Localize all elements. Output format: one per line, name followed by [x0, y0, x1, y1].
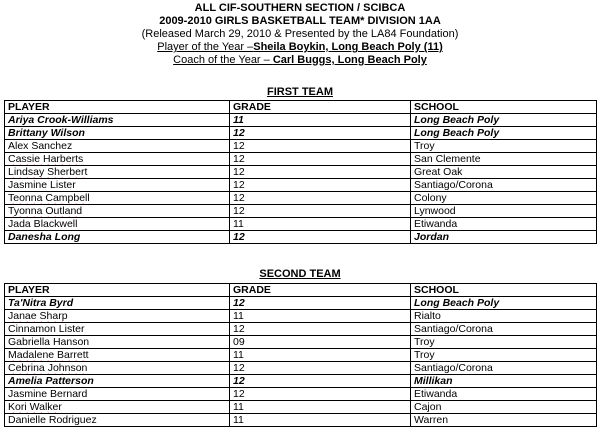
- player-name: Ariya Crook-Williams: [5, 114, 230, 127]
- player-name: Jasmine Lister: [5, 179, 230, 192]
- table-row: [5, 297, 597, 310]
- table-row: [5, 362, 597, 375]
- table-row: [5, 179, 597, 192]
- player-school: Millikan: [411, 375, 597, 388]
- second-team-title: SECOND TEAM: [259, 268, 341, 280]
- coy-prefix: Coach of the Year –: [173, 54, 273, 66]
- player-name: Danielle Rodriguez: [5, 414, 230, 427]
- player-school: Santiago/Corona: [411, 179, 597, 192]
- player-school: Colony: [411, 192, 597, 205]
- player-name: Lindsay Sherbert: [5, 166, 230, 179]
- col-player: PLAYER: [5, 284, 230, 297]
- table-row: [5, 375, 597, 388]
- player-grade: 12: [230, 192, 411, 205]
- poy-name: Sheila Boykin, Long Beach Poly (11): [253, 41, 443, 53]
- player-grade: 11: [230, 349, 411, 362]
- first-team-title: FIRST TEAM: [267, 86, 333, 98]
- player-school: Long Beach Poly: [411, 127, 597, 140]
- player-grade: 12: [230, 140, 411, 153]
- col-school: SCHOOL: [411, 101, 597, 114]
- player-school: Santiago/Corona: [411, 323, 597, 336]
- table-row: [5, 310, 597, 323]
- player-name: Gabriella Hanson: [5, 336, 230, 349]
- table-header-row: [5, 101, 597, 114]
- player-name: Madalene Barrett: [5, 349, 230, 362]
- player-name: Kori Walker: [5, 401, 230, 414]
- player-school: Troy: [411, 349, 597, 362]
- second-team-table: [4, 283, 597, 427]
- table-row: [5, 153, 597, 166]
- player-name: Jasmine Bernard: [5, 388, 230, 401]
- table-row: [5, 323, 597, 336]
- player-school: San Clemente: [411, 153, 597, 166]
- player-grade: 12: [230, 166, 411, 179]
- player-school: Lynwood: [411, 205, 597, 218]
- table-row: [5, 205, 597, 218]
- player-grade: 11: [230, 114, 411, 127]
- player-school: Jordan: [411, 231, 597, 244]
- player-name: Cebrina Johnson: [5, 362, 230, 375]
- player-grade: 12: [230, 231, 411, 244]
- player-grade: 12: [230, 179, 411, 192]
- player-name: Alex Sanchez: [5, 140, 230, 153]
- player-grade: 12: [230, 375, 411, 388]
- player-grade: 12: [230, 205, 411, 218]
- table-row: [5, 231, 597, 244]
- player-name: Cassie Harberts: [5, 153, 230, 166]
- player-grade: 12: [230, 127, 411, 140]
- table-row: [5, 401, 597, 414]
- player-school: Cajon: [411, 401, 597, 414]
- player-grade: 11: [230, 401, 411, 414]
- player-name: Ta'Nitra Byrd: [5, 297, 230, 310]
- player-school: Long Beach Poly: [411, 114, 597, 127]
- table-row: [5, 218, 597, 231]
- poy-prefix: Player of the Year –: [157, 41, 254, 53]
- player-school: Etiwanda: [411, 218, 597, 231]
- release-note: (Released March 29, 2010 & Presented by the LA84 Foundation): [141, 28, 459, 40]
- player-grade: 11: [230, 414, 411, 427]
- player-name: Janae Sharp: [5, 310, 230, 323]
- player-school: Long Beach Poly: [411, 297, 597, 310]
- player-name: Teonna Campbell: [5, 192, 230, 205]
- col-grade: GRADE: [230, 284, 411, 297]
- col-grade: GRADE: [230, 101, 411, 114]
- col-player: PLAYER: [5, 101, 230, 114]
- table-row: [5, 140, 597, 153]
- player-name: Amelia Patterson: [5, 375, 230, 388]
- player-grade: 12: [230, 153, 411, 166]
- player-grade: 12: [230, 323, 411, 336]
- player-school: Etiwanda: [411, 388, 597, 401]
- table-header-row: [5, 284, 597, 297]
- player-school: Great Oak: [411, 166, 597, 179]
- player-school: Troy: [411, 336, 597, 349]
- player-name: Jada Blackwell: [5, 218, 230, 231]
- table-row: [5, 414, 597, 427]
- table-row: [5, 114, 597, 127]
- table-row: [5, 127, 597, 140]
- player-school: Rialto: [411, 310, 597, 323]
- player-school: Troy: [411, 140, 597, 153]
- col-school: SCHOOL: [411, 284, 597, 297]
- first-team-table: [4, 100, 597, 244]
- table-row: [5, 192, 597, 205]
- coach-of-year: [0, 54, 600, 67]
- doc-title: ALL CIF-SOUTHERN SECTION / SCIBCA: [194, 2, 406, 14]
- player-name: Tyonna Outland: [5, 205, 230, 218]
- player-of-year: [0, 41, 600, 54]
- player-name: Cinnamon Lister: [5, 323, 230, 336]
- player-grade: 11: [230, 310, 411, 323]
- table-row: [5, 336, 597, 349]
- player-grade: 12: [230, 388, 411, 401]
- player-school: Warren: [411, 414, 597, 427]
- coy-name: Carl Buggs, Long Beach Poly: [272, 54, 427, 66]
- player-grade: 12: [230, 297, 411, 310]
- table-row: [5, 349, 597, 362]
- player-school: Santiago/Corona: [411, 362, 597, 375]
- player-grade: 11: [230, 218, 411, 231]
- player-name: Danesha Long: [5, 231, 230, 244]
- table-row: [5, 166, 597, 179]
- player-grade: 12: [230, 362, 411, 375]
- doc-subtitle: 2009-2010 GIRLS BASKETBALL TEAM* DIVISION 1AA: [159, 15, 441, 27]
- player-grade: 09: [230, 336, 411, 349]
- player-name: Brittany Wilson: [5, 127, 230, 140]
- table-row: [5, 388, 597, 401]
